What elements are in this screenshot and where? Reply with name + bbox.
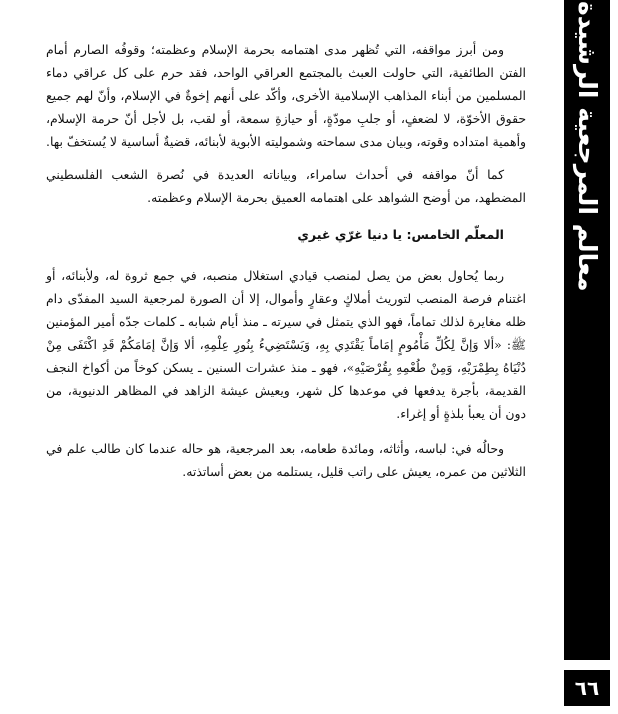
chapter-side-tab: [564, 0, 610, 660]
page-number: ٦٦: [564, 670, 610, 706]
paragraph-2: كما أنّ مواقفه في أحداث سامراء، وبياناته العديدة في نُصرة الشعب الفلسطيني المضطهد، من أوضح الشواهد على اهتمامه العميق بحرمة الإسلام وعظمته.: [46, 167, 526, 205]
paragraph-4: وحالُه في: لباسه، وأثاثه، ومائدة طعامه، بعد المرجعية، هو حاله عندما كان طالب علم في الثلاثين من عمره، يعيش على راتب قليل، يستلمه من بعض أساتذته.: [46, 441, 526, 479]
paragraph-3: ربما يُحاول بعض من يصل لمنصب قيادي استغلال منصبه، في جمع ثروة له، ولأبنائه، أو اغتنام فرصة المنصب لتوريث أملاكٍ وعقارٍ وأموال، إلا أن الصورة لمرجعية السيد المفدّى دام ظله مغايرة لذلك تماماً، فهو الذي يتمثل في سيرته ـ منذ أيام شبابه ـ كلمات جدّه أمير المؤمنين ﷺ: «ألا وَإنَّ لِكُلِّ مَأْمُومٍ إمَاماً يَقْتَدِي بِهِ، وَيَسْتَضِيءُ بِنُورِ عِلْمِهِ، ألا وَإنَّ إمَامَكُمْ قَدِ اكْتَفَى مِنْ دُنْيَاهُ بِطِمْرَيْهِ، وَمِنْ طُعْمِهِ بِقُرْصَيْهِ»، فهو ـ منذ عشرات السنين ـ يسكن كوخاً من أكواخ النجف القديمة، بأجرة يدفعها في موعدها كل شهر، ويعيش عيشة الزاهد في المظاهر الدنيوية، من دون أن يعبأ بلذةٍ أو إغراء.: [46, 268, 526, 421]
paragraph-1: ومن أبرز مواقفه، التي تُظهر مدى اهتمامه بحرمة الإسلام وعظمته؛ وقوفُه الصارم أمام الفتن الطائفية، التي حاولت العبث بالمجتمع العراقي الواحد، فقد حرم على كل عراقي دماء المسلمين من أبناء المذاهب الإسلامية الأخرى، وأكّد على أنهم إخوةٌ في الإسلام، وأنّ لهم جميع حقوق الأخوّة، لا لضعفٍ، أو جلبِ مودّةٍ، أو حيازةِ سمعة، أو لقب، بل لأجل أنّ حرمة الإسلام، وأهمية امتداده وقوته، وبيان مدى سماحته وشموليته الأبوية لأبنائه، قضيةٌ أساسية لا يُستخفّ بها.: [46, 42, 526, 149]
section-heading: المعلّم الخامس: يا دنيا غرّي غيري: [297, 227, 504, 242]
chapter-title: معالم المرجعية الرشيدة: [573, 1, 602, 292]
text-column: [46, 38, 526, 499]
